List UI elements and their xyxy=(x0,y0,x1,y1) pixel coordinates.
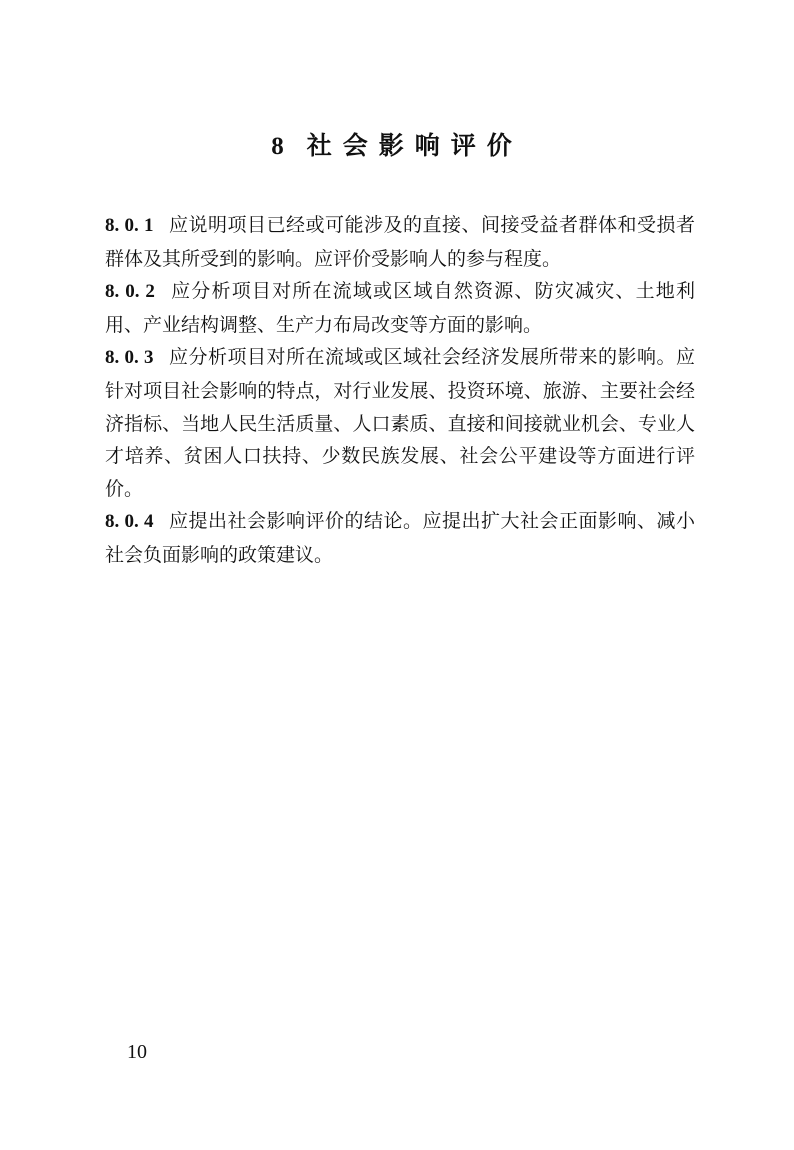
clause-text: 应提出社会影响评价的结论。应提出扩大社会正面影响、减小社会负面影响的政策建议。 xyxy=(105,510,695,566)
clause-number: 8. 0. 4 xyxy=(105,511,154,533)
clause-number: 8. 0. 2 xyxy=(105,281,155,303)
clause-number: 8. 0. 1 xyxy=(105,215,154,236)
clause-8-0-4 xyxy=(105,505,695,571)
chapter-number: 8 xyxy=(271,133,295,160)
clause-8-0-2 xyxy=(105,275,695,341)
chapter-title-text: 社会影响评价 xyxy=(306,131,523,160)
clause-text: 应分析项目对所在流域或区域社会经济发展所带来的影响。应针对项目社会影响的特点，对行业发展、投资环境、旅游、主要社会经济指标、当地人民生活质量、人口素质、直接和间接就业机会、专业人才培养、贫困人口扶持、少数民族发展、社会公平建设等方面进行评价。 xyxy=(105,346,695,500)
clause-number: 8. 0. 3 xyxy=(105,347,154,369)
clause-text: 应分析项目对所在流域或区域自然资源、防灾减灾、土地利用、产业结构调整、生产力布局改变等方面的影响。 xyxy=(105,280,696,336)
clause-text: 应说明项目已经或可能涉及的直接、间接受益者群体和受损者群体及其所受到的影响。应评价受影响人的参与程度。 xyxy=(105,214,695,270)
page-number: 10 xyxy=(127,1041,147,1063)
chapter-body xyxy=(105,209,695,572)
clause-8-0-1 xyxy=(105,209,695,275)
clause-8-0-3 xyxy=(105,341,695,505)
chapter-heading xyxy=(0,126,794,167)
